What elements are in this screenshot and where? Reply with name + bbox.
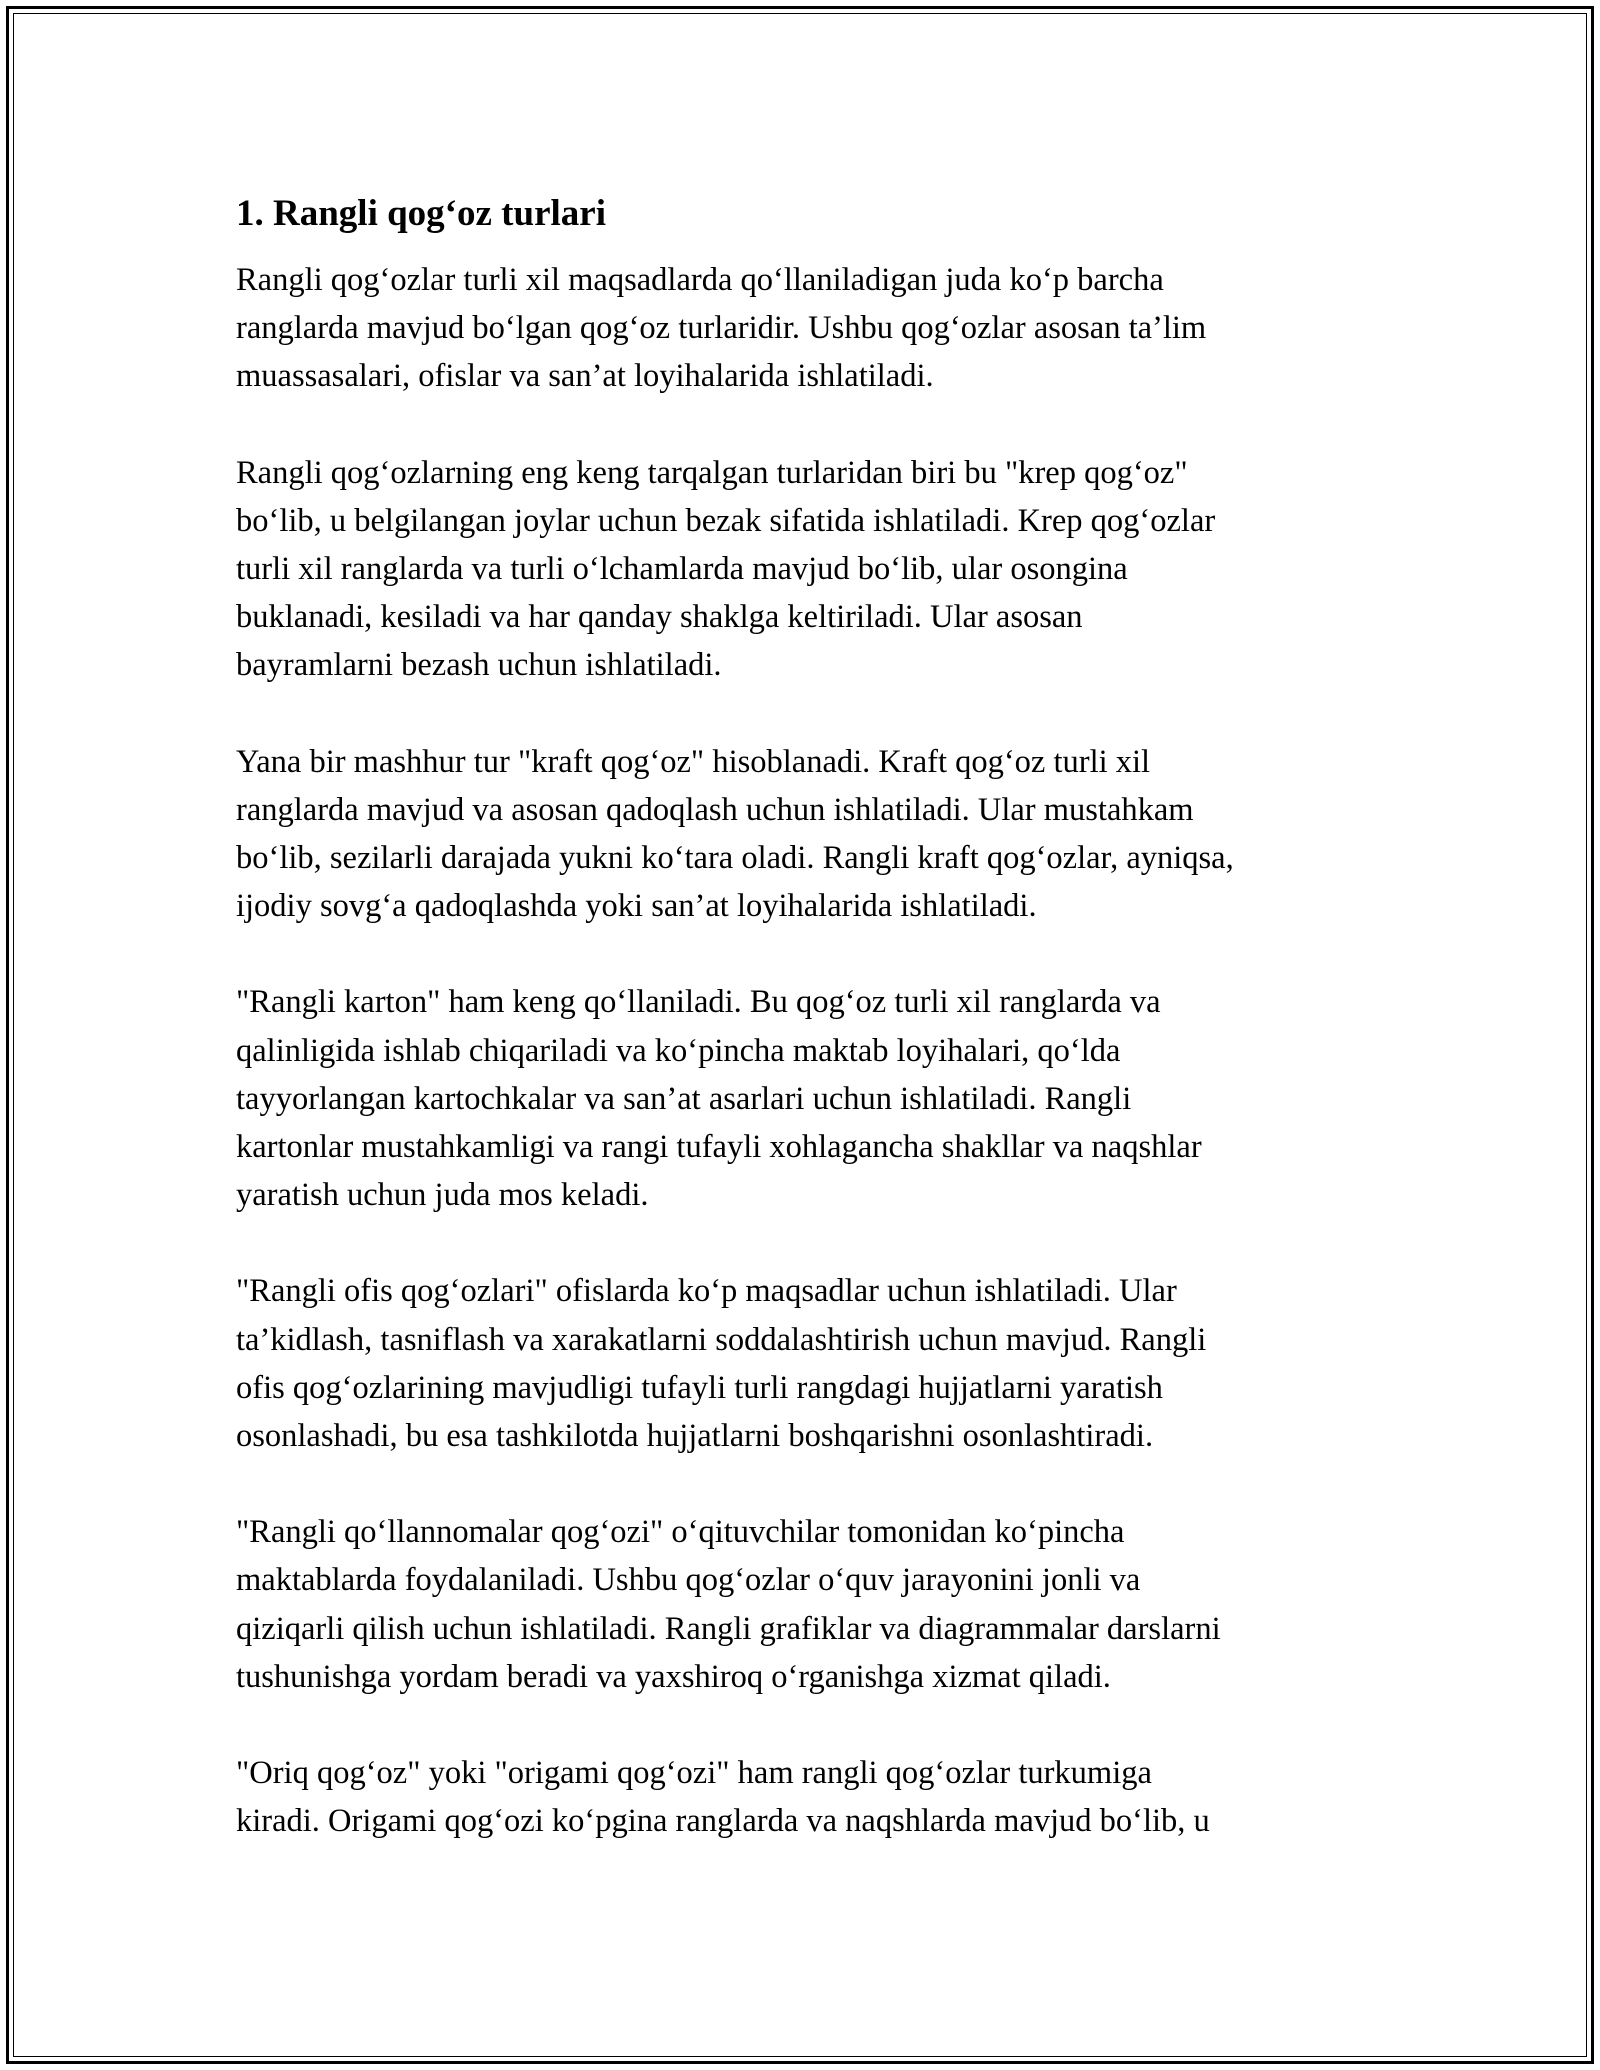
paragraph-karton: [236, 978, 1376, 1219]
paragraph-qollannoma: [236, 1508, 1376, 1701]
text-line: Rangli qog‘ozlarning eng keng tarqalgan turlaridan biri bu "krep qog‘oz": [236, 454, 1188, 491]
text-line: yaratish uchun juda mos keladi.: [236, 1177, 649, 1214]
text-line: "Rangli ofis qog‘ozlari" ofislarda ko‘p maqsadlar uchun ishlatiladi. Ular: [236, 1273, 1177, 1310]
text-line: Yana bir mashhur tur "kraft qog‘oz" hisoblanadi. Kraft qog‘oz turli xil: [236, 743, 1151, 780]
text-line: tayyorlangan kartochkalar va san’at asarlari uchun ishlatiladi. Rangli: [236, 1080, 1132, 1117]
paragraph-ofis: [236, 1267, 1376, 1460]
paragraph-intro: [236, 256, 1376, 401]
text-line: muassasalari, ofislar va san’at loyihalarida ishlatiladi.: [236, 358, 934, 395]
text-line: ofis qog‘ozlarining mavjudligi tufayli turli rangdagi hujjatlarni yaratish: [236, 1369, 1163, 1406]
text-line: maktablarda foydalaniladi. Ushbu qog‘ozlar o‘quv jarayonini jonli va: [236, 1562, 1141, 1599]
paragraph-origami: [236, 1749, 1376, 1845]
text-line: turli xil ranglarda va turli o‘lchamlarda mavjud bo‘lib, ular osongina: [236, 551, 1128, 588]
text-line: "Oriq qog‘oz" yoki "origami qog‘ozi" ham rangli qog‘ozlar turkumiga: [236, 1755, 1152, 1792]
text-line: buklanadi, kesiladi va har qanday shaklga keltiriladi. Ular asosan: [236, 599, 1083, 636]
text-line: osonlashadi, bu esa tashkilotda hujjatlarni boshqarishni osonlashtiradi.: [236, 1418, 1154, 1455]
text-line: "Rangli qo‘llannomalar qog‘ozi" o‘qituvchilar tomonidan ko‘pincha: [236, 1514, 1125, 1551]
text-line: kiradi. Origami qog‘ozi ko‘pgina ranglarda va naqshlarda mavjud bo‘lib, u: [236, 1803, 1210, 1840]
text-line: bo‘lib, sezilarli darajada yukni ko‘tara oladi. Rangli kraft qog‘ozlar, ayniqsa,: [236, 840, 1234, 877]
document-body: [236, 186, 1376, 1893]
text-line: ranglarda mavjud bo‘lgan qog‘oz turlaridir. Ushbu qog‘ozlar asosan ta’lim: [236, 310, 1207, 347]
text-line: ranglarda mavjud va asosan qadoqlash uchun ishlatiladi. Ular mustahkam: [236, 791, 1194, 828]
text-line: qiziqarli qilish uchun ishlatiladi. Rangli grafiklar va diagrammalar darslarni: [236, 1610, 1221, 1647]
text-line: qalinligida ishlab chiqariladi va ko‘pincha maktab loyihalari, qo‘lda: [236, 1032, 1121, 1069]
paragraph-krep: [236, 449, 1376, 690]
text-line: bo‘lib, u belgilangan joylar uchun bezak sifatida ishlatiladi. Krep qog‘ozlar: [236, 502, 1216, 539]
text-line: bayramlarni bezash uchun ishlatiladi.: [236, 647, 722, 684]
text-line: "Rangli karton" ham keng qo‘llaniladi. Bu qog‘oz turli xil ranglarda va: [236, 984, 1161, 1021]
text-line: ijodiy sovg‘a qadoqlashda yoki san’at loyihalarida ishlatiladi.: [236, 888, 1037, 925]
text-line: kartonlar mustahkamligi va rangi tufayli xohlagancha shakllar va naqshlar: [236, 1129, 1202, 1166]
section-heading: 1. Rangli qog‘oz turlari: [236, 193, 606, 234]
text-line: tushunishga yordam beradi va yaxshiroq o‘rganishga xizmat qiladi.: [236, 1658, 1111, 1695]
paragraph-kraft: [236, 738, 1376, 931]
text-line: Rangli qog‘ozlar turli xil maqsadlarda qo‘llaniladigan juda ko‘p barcha: [236, 262, 1164, 298]
text-line: ta’kidlash, tasniflash va xarakatlarni soddalashtirish uchun mavjud. Rangli: [236, 1321, 1207, 1358]
